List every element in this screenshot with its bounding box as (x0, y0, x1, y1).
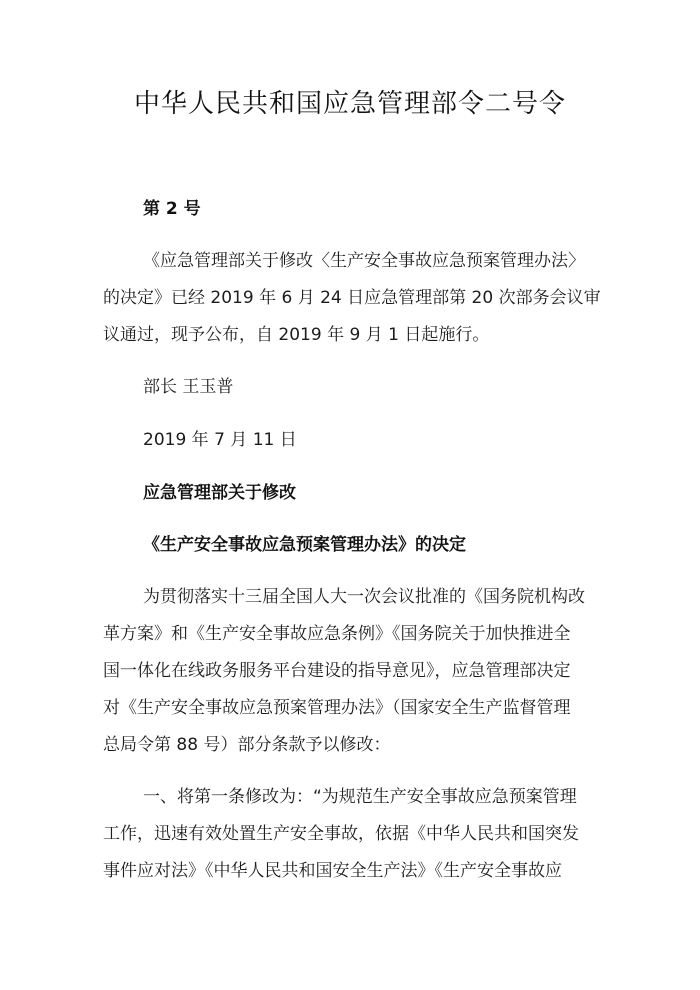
decision-heading-line-2: 《生产安全事故应急预案管理办法》的决定 (143, 535, 466, 555)
signatory: 部长 王玉普 (143, 377, 234, 397)
announcement-line: 议通过，现予公布，自 2019 年 9 月 1 日起施行。 (103, 325, 490, 345)
article-one-line: 工作，迅速有效处置生产安全事故，依据《中华人民共和国突发 (103, 824, 579, 844)
article-one-line: 一、将第一条修改为：“为规范生产安全事故应急预案管理 (143, 787, 577, 807)
preamble-line: 对《生产安全事故应急预案管理办法》（国家安全生产监督管理 (103, 698, 571, 718)
signing-date: 2019 年 7 月 11 日 (143, 430, 297, 450)
preamble-line: 国一体化在线政务服务平台建设的指导意见》，应急管理部决定 (103, 661, 571, 681)
preamble-line: 总局令第 88 号）部分条款予以修改： (103, 735, 391, 755)
article-one-line: 事件应对法》《中华人民共和国安全生产法》《生产安全事故应 (103, 861, 562, 881)
document-title: 中华人民共和国应急管理部令二号令 (133, 89, 566, 119)
decision-heading-line-1: 应急管理部关于修改 (143, 483, 296, 503)
preamble-line: 革方案》和《生产安全事故应急条例》《国务院关于加快推进全 (103, 624, 571, 644)
order-number: 第 2 号 (143, 199, 201, 219)
preamble-line: 为贯彻落实十三届全国人大一次会议批准的《国务院机构改 (143, 587, 585, 607)
announcement-line: 的决定》已经 2019 年 6 月 24 日应急管理部第 20 次部务会议审 (103, 288, 601, 308)
announcement-line: 《应急管理部关于修改〈生产安全事故应急预案管理办法〉 (143, 251, 585, 271)
